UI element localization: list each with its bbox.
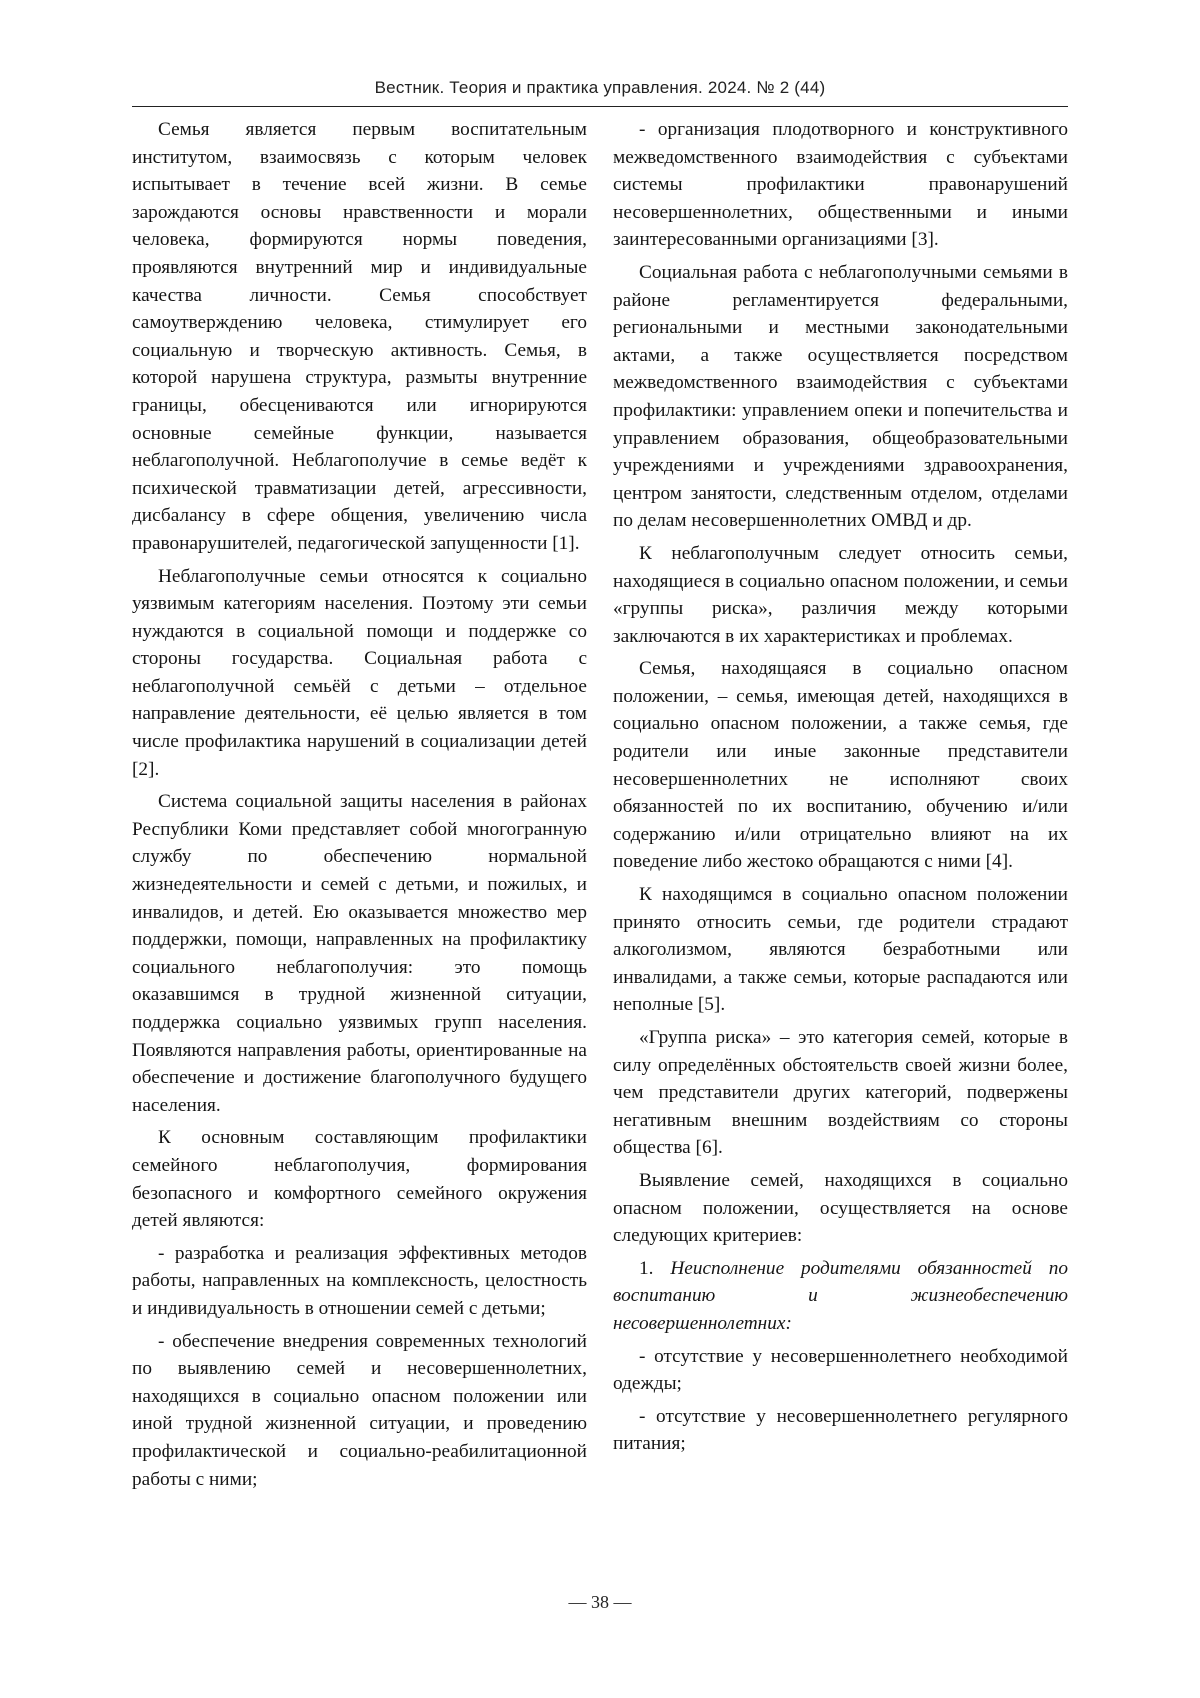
paragraph: Социальная работа с неблагополучными семьями в районе регламентируется федеральными, региональными и местными законодательными актами, а также осуществляется посредством межведомственного взаимодействия с субъектами профилактики: управлением опеки и попечительства и управлением образования, общеобразовательными учреждениями и учреждениями здравоохранения, центром занятости, следственным отделом, отделами по делам несовершеннолетних ОМВД и др. (613, 261, 1068, 532)
paragraph: К неблагополучным следует относить семьи, находящиеся в социально опасном положении, и семьи «группы риска», различия между которыми заключаются в их характеристиках и проблемах. (613, 542, 1068, 647)
criterion-number: 1. (639, 1257, 671, 1279)
paragraph: К находящимся в социально опасном положении принято относить семьи, где родители страдают алкоголизмом, являются безработными или инвалидами, а также семьи, которые распадаются или неполные [5]. (613, 884, 1068, 1016)
paragraph: Неблагополучные семьи относятся к социально уязвимым категориям населения. Поэтому эти семьи нуждаются в социальной помощи и поддержке со стороны государства. Социальная работа с неблагополучной семьёй с детьми – отдельное направление деятельности, её целью является в том числе профилактика нарушений в социализации детей [2]. (132, 565, 587, 780)
criterion-heading (613, 1255, 1068, 1338)
paragraph: Система социальной защиты населения в районах Республики Коми представляет собой многогранную службу по обеспечению нормальной жизнедеятельности и семей с детьми, и пожилых, и инвалидов, и детей. Ею оказывается множество мер поддержки, помощи, направленных на профилактику социального неблагополучия: это помощь оказавшимся в трудной жизненной ситуации, поддержка социально уязвимых групп населения. Появляются направления работы, ориентированные на обеспечение и достижение благополучного будущего населения. (132, 791, 587, 1116)
paragraph: «Группа риска» – это категория семей, которые в силу определённых обстоятельств своей жизни более, чем представители других категорий, подвержены негативным внешним воздействиям со стороны общества [6]. (613, 1027, 1068, 1159)
list-item: - отсутствие у несовершеннолетнего необходимой одежды; (613, 1345, 1068, 1395)
paragraph: Выявление семей, находящихся в социально опасном положении, осуществляется на основе следующих критериев: (613, 1169, 1068, 1247)
left-column (132, 116, 587, 1498)
list-item: - отсутствие у несовершеннолетнего регулярного питания; (613, 1405, 1068, 1455)
page-number: — 38 — (568, 1592, 632, 1612)
right-column (613, 116, 1068, 1463)
criterion-text: Неисполнение родителями обязанностей по воспитанию и жизнеобеспечению несовершеннолетних: (613, 1257, 1068, 1334)
paragraph: К основным составляющим профилактики семейного неблагополучия, формирования безопасного и комфортного семейного окружения детей являются: (132, 1127, 587, 1232)
list-item: - обеспечение внедрения современных технологий по выявлению семей и несовершеннолетних, находящихся в социально опасном положении или иной трудной жизненной ситуации, и проведению профилактической и социально-реабилитационной работы с ними; (132, 1330, 587, 1490)
list-item: - организация плодотворного и конструктивного межведомственного взаимодействия с субъектами системы профилактики правонарушений несовершеннолетних, общественными и иными заинтересованными организациями [3]. (613, 119, 1068, 251)
paragraph: Семья является первым воспитательным институтом, взаимосвязь с которым человек испытывает в течение всей жизни. В семье зарождаются основы нравственности и морали человека, формируются нормы поведения, проявляются внутренний мир и индивидуальные качества личности. Семья способствует самоутверждению человека, стимулирует его социальную и творческую активность. Семья, в которой нарушена структура, размыты внутренние границы, обесцениваются или игнорируются основные семейные функции, называется неблагополучной. Неблагополучие в семье ведёт к психической травматизации детей, агрессивности, дисбалансу в сфере общения, увеличению числа правонарушителей, педагогической запущенности [1]. (132, 119, 587, 554)
paragraph: Семья, находящаяся в социально опасном положении, – семья, имеющая детей, находящихся в социально опасном положении, а также семья, где родители или иные законные представители несовершеннолетних не исполняют своих обязанностей по их воспитанию, обучению и/или содержанию и/или отрицательно влияют на их поведение либо жестоко обращаются с ними [4]. (613, 658, 1068, 873)
list-item: - разработка и реализация эффективных методов работы, направленных на комплексность, целостность и индивидуальность в отношении семей с детьми; (132, 1242, 587, 1319)
running-header: Вестник. Теория и практика управления. 2024. № 2 (44) (374, 78, 826, 97)
header-divider (132, 106, 1068, 107)
